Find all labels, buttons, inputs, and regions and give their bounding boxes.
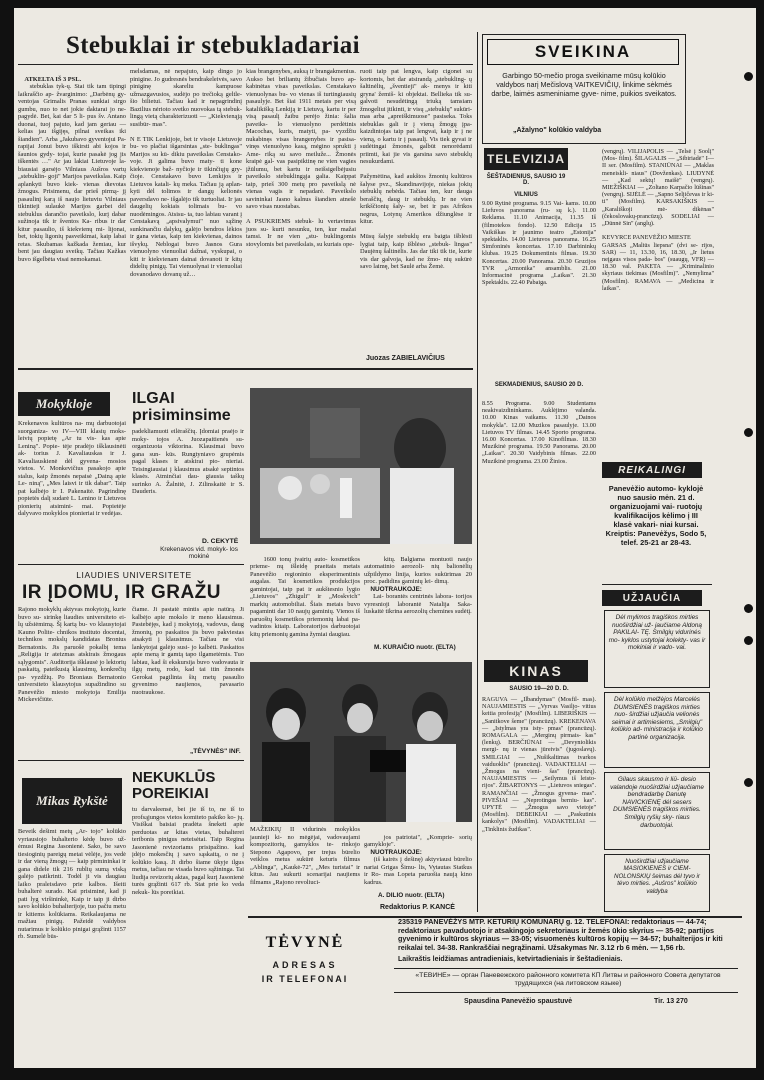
footer-mid-rule [394,968,738,969]
reikalingi-rule [602,584,712,585]
article-column-2: melsdamas, nė nepajuto, kaip dingo jo pinigine. Jo gudresnės bendrakeleivės, savo piniginę skareliu kampuose užmazgavusios, sudėjo po trečioką geltle‑ šio bilietui. Tačiau kad ir nepagrindinį Bazilius nėrioto svetko nuovokas tą stebuk‑ lingą vietą charakterizuoti — „Kiekvienąją susibūr‑ mas". N E TIK Lenkijoje, bet ir visoje Lietuvoje bu‑ vo plačiai išgarsintas „ste‑ buklingas" Marijos su kū‑ dikiu paveikslas Censtako‑ voje. Ji galima buvo maty‑ ti kone kiekvienoje baž‑ nyčioje ir tikinčiųjų gry‑ čioje. Censtakavo buvo Lenkijos ir Lietuvos katali‑ kų meka. Tačiau ją aplan‑ kyti dėl tolimos ir dangų kelionės paversdavo ne‑ išgalėjo tik turtuoliai. Ir jau daugelių kokiais tolimais bu‑ vo nuodėmingos. Atsisu‑ ta, tuo labiau varant į Censtakavą „apsivalymui" nuo sąžinę sunkinančiu dalykų, galėjo bendros lėkios ir gana vietas, kaip ten kiekvienas, dainos išvykų. Neblogai buvo Jasnos Gura vienuolyno vienuoliai dažnai, vyskupai, o kiti ir kiekvienam dainai dovanoti ir kitų didelių pinigų. Tai vienuolynai ir vienuoliai dovanodavo dovanų už… [130,68,242,278]
title-divider [18,64,473,65]
article-text-1: stebuklas tyk‑ų. Stai tik tam tipingi laikraščio ap‑ žvarginimo: „Darbėnų gy‑ ventojas Grimalis Pranas sunkiai sirgo gumbu, nuo to net jokie daktarai jo ne‑ pagydė. Bet, kai dar 5 li‑ pus šv. Antano duonai, tuoj pajuto, kad jam geriau — kelias jau išgijęs, pilnai sveikas iki šiandien". Arba „Jakubavo gyventojui Pa‑ rapijai Jonui buvo iškirsti abi kojos ir šaunios gydy‑ tojai, kurie pasakė jog jis iškentės …" Ar jau lakiai Lietuvoje la‑ biausiai garsėjo Vilniaus Aušros vartų „stebuklin‑ goji" Marijos paveikslas. Kaip aplankyti buvo kiek‑ vienas dievotas žmogus. Prisimenu, dar prieš pirmą‑ jį pasaulinį karą iš naujo lietuviu Vilniaus tikintieji sulaukė Marijos garbei dėl stebuklus darančio paveikslo, kurį dabar sužinoja tik ir šventos Ka‑ ribus ir dar kitur pasaulio, iš kiekvienų mi‑ lijonai, bet, tokių ligonių pasveikimai, kaip labai retas. Skubamas kažkada žemiau, kur bent jau daugiau sveikų. Tačiau Kažkas buvo išgelbėta visai nemokamai. [18,83,128,263]
liaudies-title: IR ĮDOMU, IR GRAŽU [22,582,221,603]
reikalingi-logo: REIKALINGI [602,462,702,478]
nekuklus-title: NEKUKLŪS POREIKIAI [132,769,216,802]
photo1-caption [250,548,360,658]
uzjaucia-text-2: Dėl kolūkio melžėjos Marcelės DUMSIENĖS tragiškos mirties nuo‑ širdžiai užjaučia velionės seimai ir artimiesiems, „Smilgių" kolūkio ad‑ ministracija ir kolūkio partinė organizacija. [611,696,703,741]
ilgai-byline: Krekenavos vid. mokyk‑ los mokinė [160,546,238,560]
footer-address-2: Laikraštis leidžiamas antradieniais, ketvirtadieniais ir šeštadieniais. [398,956,623,963]
ilgai-title: ILGAI prisiminsime [132,390,231,424]
photo1-author: M. KURAIČIO nuotr. (ELTA) [374,644,456,651]
photo1-caption-text-2: kitų. Balgiama montuoti naujo automatinio aerozoli‑ nių balionėlių užpildymo linija, kurios sukūrimas 20 proc. padidins gaminių lei‑ dimą. [364,555,474,585]
photo-laboratory [250,388,472,544]
right-column-divider [477,32,478,912]
mikas-rykste-logo: Mikas Rykštė [22,778,122,824]
punch-hole-2 [744,428,753,437]
article-continuation-label: ATKELTA IŠ 3 PSL. [24,75,82,83]
uzjaucia-text-4: Nuoširdžiai užjaučiame MASIOKIENES ir CIEM‑ NOLONSKIŲ šeimas dėl tyvo ir tėvo mirties. „Aušros" kolūkio valdyba [614,858,700,895]
uzjaucia-box-4 [604,854,710,912]
mid-left-rule [18,564,244,565]
photo1-caption-cont [364,548,472,658]
tv-program-sunday: 8.55 Programa. 9.00 Studentams neakivaizdininkams. Auklėjimo valanda. 10.00 Kinas vaikams. 11.30 „Dainos mokykla". 12.00 Muzikos pasaulyje. 13.00 Lietuvos TV filmas. 14.45 Sporto programa. 16.00 Koncertas. 17.00 Kinofilmas. 18.30 Muzikinė programa. 19.50 Panorama. 20.00 „Laikas". 20.30 Vaidybinis filmas. 22.00 Muzikinė programa. 23.00 Žinios. [482,400,598,465]
article-bottom-rule [18,368,473,370]
mokykloje-text: Krekenavos kultūros na‑ mų darbuotojai suorganiza‑ vo IV—VIII klasių moks‑ leivių popietę „Ar tu vis‑ kas apie Leniną". Popie‑ tėje pradėjo išklausinėti ak‑ torius J. Kavaliauskas ir J. Kavaliauskienė dėl gyvena‑ mosios vietos. V. Monkevičius pasakojo apie stalus, kaip žmonės nepaisė „Dainą apie Le‑ niną", „Mes laisvi ir tik dabar". Taip pat kalbėjo ir I. Pakenaitė. Pagrindinę popietės dalį sudarė L. Lenino ir Lietuvos pionierių atsimini‑ mai. Popietėje dalyvavo mokyklos pionieriai ir vedėjas. [18,420,128,517]
photo1-credit: Lai‑ borantės centrinės labora‑ torijos vyresnioji laborantė Natalija Saka‑ luskaitė tikrina aerozolių chemines sudėtį. [364,593,474,615]
footer-address: 235319 PANEVĖŽYS MTP. KETURIŲ KOMUNARŲ g. 12. TELEFONAI: redaktoriaus — 44‑74; redaktoriaus pavaduotojo ir atsakingojo sekretoriaus ir žemės ūkio skyrius — 35‑92; partijos gyvenimo ir kultūros skyriaus — 33‑05; visuomenės kultūros kopijų — 34‑57; buhalterijos ir kiti reikalai tel. 34‑38. Rankraščiai negrąžinami. Užsakymas Nr. 3.12 rb 6 mėn. — 1,56 rb. [398,917,723,952]
photo1-caption-text: 1600 tonų įvairių auto‑ kosmetikos prieme‑ nų išleidę praeitais metais Panevėžio regioninio eksperimentinis augalas. Tai kosmetikos produkcijos gamintojai, taip pat ir aukštesnio lygio „Lietuvos" „Zhiguli" ir „Moskvich" markių automobiliai. Šiais metais buvo pagaminti dar 10 naujų gaminių. Vienos iš paruoštų kosmetikos priemonių labai pa‑ vadintos kitaip. Laboratorijos darbuotojai kitų priemonių gamina žymiai daugiau. [250,555,362,638]
page-title: Stebuklai ir stebukladariai [66,32,360,59]
ilgai-text: padekliamuoti eilėraščių. Įdomiai praėjo ir moky‑ tojos A. Juozapaitienės su‑ organizuota viktorina. Klausimai buvo gana sun‑ kūs. Rungtyniavo grupėmis pagal klases ir atskirai pio‑ nieriai. Teisingiausiai į klausimus atsakė septintos klasės. Atminčiai dau‑ giausia taškų surinko A. Žalnitė, J. Zilinskaitė ir S. Dauderis. [132,428,246,495]
ilgai-author: D. CEKYTĖ [202,538,239,545]
photo-film-club [250,662,472,822]
tevyne-logo: TĖVYNĖ [260,932,350,954]
liaudies-kicker: LIAUDIES UNIVERSITETE [76,570,192,580]
tv-day2: SEKMADIENIUS, SAUSIO 20 D. [494,382,584,388]
tv-right-listing: (vengrų). VILIJAPOLIS — „Telsė į Soolį" (Mos‑ film). ŠILAGALIS — „Sibiriadė" I—II ser. (Mosfilm). STANIŪNAI — „Maklas meneiskli‑ niaus" (Dovženkas). LIUDYNĖ — „Kad sektų! maišė" (vengrų). MIEŽIŠKIAI — „Zoltano Karpačio lūšinas" (vengrų). SIJĖLĖ — „Sapno Seljičevas ir ki‑ ti" (Mosfilm). KARSAKIŠKIS — „Karališkoji mė‑ dikėnas" (čekoslovakų‑prancūzų). SODELIAI — „Dūnnė Sin" (anglų). KEVYRCE PANEVĖŽIO MIESTE GARSAS „Maliūs liepsna" (dvi se‑ rijos, SAR) — 11, 13.30, 16, 18.30, „Ir lietus neįgaus visos pada‑ bos" (suaugų, VFR) — 18.30 val. PAKETA — „Kriminalinio skyriaus tiekimas (Mosfilm)". „Nemylima" (Mosfilm). RAMAVA — „Medicina ir laikas". [602,148,714,292]
photo1-credit-title: NUOTRAUKOJE: [370,585,422,593]
photo2-credit: (iš kairės į dešinę) aktyviausi būrelio nariai Grigas Šimu‑ lis, Vytautas Statkus ir Ro‑ mas Lopeta paruošia naują kino kadrus. [364,856,474,886]
sveikina-signature: „Ažalyno" kolūkio valdyba [513,127,602,134]
photo2-caption-text-2: jos patriotai", „Komprie‑ sorių gamykloje". [364,833,474,848]
footer-printer: Spausdina Panevėžio spaustuvė [464,998,573,1005]
photo-laboratory-scene [250,388,472,544]
article-column-3: kias brangenybes, auksą ir brangakmenius. Aukso bei briliantų žibučiais buvo ap‑ kabinėtas visas paveikslas. Censtakavo vienuolynas bu‑ vo vienas iš turtingiausių pasaulyje. Bet šiai 1911 metais per visą katalikišką Lenkiją ir Lietuvą, kartu ir per visą pasaulį žaibu perėjo žinia: šalia paveiks‑ lo vienuolyno perdėtinis Macochas, kuris, matyti, pa‑ vyzdžiu nukabinęs visas brangenybes ir pasisa‑ vinęs vienuolyno kasą, mėgino sprukti į Ame‑ riką su savo meiluže... Žmonės kraipė gal‑ vas pasipiktinę ne vien vagies įžūlumu, bet kartu ir neišsigelbėjusiu paveikslo stebuklingąja galia. Kaippat taip, prieš 300 metų pro paveikslą nė vienas vagis ir nepadarė. Paveikslo savininkai Jasno kalnus šiandien atnešė savo visas nuostabas. A PSUKRIEMS stebuk‑ lu vertavimus juos su‑ kurti nesunku, ten, kur mažai tamsi. Ir ne vien „stu‑ buklingomis stovylomis bei paveikslais, su kuriais ope‑ [246,68,356,248]
mikas-text: Beveik dešimt metų „Ar‑ tojo" kolūkio vyriausiojo buhalterio kėdę buvo už‑ ėmusi Regina Jasonienė. Sako, be savo tiesioginių pareigų metai vėlėje, jos vedė ir dar vieną žmogų — kaip pirmininkai ir gana didele tik 216 rublių sumą viską galėjo patikrinti. Todėl ji vis daugiau laiko praleisdavo prie kalbos. Išeiti buhalterė surado. Kai prisiminė, kad ji pati lyg viršininkė, Kaip ir taip ji dirbo savo kolūkio buhalterijoje, tuo pačiu metu ir kitiems kolūkiams. Reikalaujama ne mažiau pinigų. Pažeidė valdybos nutarimus ir kolūkio pinigai grąžinti 1157 rb. Sumelė būs‑ [18,828,128,940]
mokykloje-logo: Mokykloje [18,392,110,416]
sveikina-text: Garbingo 50-mečio proga sveikiname mūsų kolūkio valdybos narį Mečislovą VAITKEVIČIŲ, linkime sėkmės darbe, laimės asmeniniame gyve‑ nime, puikios sveikatos. [491,71,677,98]
footer-bottom-rule [394,992,738,993]
photo2-caption: MAŽEIKIŲ II vidurinės mokyklos jaunieji ki‑ no mėgėjai, vadovaujami kompozitorių, gamyklos te‑ rinkojo Stepono Agapovo, per trejus būrelio veiklos metus sukūrė keturis filmus „Ablinga", „Kaukė‑72", „Mes turistai" ir kitus. Jau sukurti scenarijai naujiems filmams „Rajono revoliuci‑ [250,826,362,886]
sveikina-box [482,34,686,144]
uzjaucia-box-3 [604,772,710,850]
uzjaucia-box-2 [604,692,710,768]
liaudies-bottom-rule [18,760,244,761]
photo-film-club-scene [250,662,472,822]
liaudies-author: „TĖVYNĖS" INF. [190,748,241,755]
footer-sub1: ADRESAS [272,960,338,970]
photo2-credit-title: NUOTRAUKOJE: [370,848,422,856]
footer-russian: «ТЕВИНЕ» — орган Паневежского районного комитета КП Литвы и районного Совета депутатов трудящихся (на литовском языке) [415,972,721,987]
article-author: Juozas ZABIELAVIČIUS [366,355,445,362]
kinas-day: SAUSIO 19—20 D. D. [509,686,569,692]
uzjaucia-logo: UŽJAUČIA [602,590,702,606]
televizija-logo: TELEVIZIJA [484,148,568,170]
liaudies-text-1: Rajono mokyklų aktyvas mokytojų, kurie buvo su‑ sirinkę liaudies universiteto ei‑ lų užsiėmimą. Šį kartą bu‑ vo klausytojai Kauno Polite‑ chnikos instituto docentai, technikos mokslų kandidatas Bronius Bernatonis. Jis paruošė pokalbį tema „Religija ir ateizmas atskirais žmogaus sąlygomis". Auditorija išklausė jo lektorių paskaitą, pateikusią klausimų, konkrečių pa‑ vyzdžių. Po Broniaus Bernatonio universiteto klausytojus supažindino su Panevėžio miesto mokytoja Emilija Mickevičiūte. [18,606,128,703]
tv-day1: ŠEŠTADIENIUS, SAUSIO 19 D. [486,174,566,186]
liaudies-text-2: čiame. Ji pastatė mintis apie natūrą. Ji kalbėjo apie mokslo ir meno klausimus. Pastebėjęs, kad į mokytoją, vadovus, daug žmonių, po paskaitos jis buvo pakviestas atsakyti į klausimus. Tačiau ne visi lankytojai galėjo susi‑ jo kalbėti. Paskaitos apie meną ir gamtą tapo ilgametėmis. Tuo labiau, kad ši ekskursija buvo vadovauta ir ilgų metų, rodo, kad tai itin žmonės Gerokai pagilinta šių metų pasaulio gyvenimo naujienos, pavasario nuotraukose. [132,606,246,696]
punch-hole-1 [744,72,753,81]
uzjaucia-box-1 [604,610,710,688]
punch-hole-5 [744,778,753,787]
punch-hole-3 [744,604,753,613]
nekuklus-text: tu darvaleensė, bei jie iš to, ne iš to profsąjungos vietos komiteto pakiko ko‑ jų. Visiškai baisiai pradėta šneketi apie perduotas ar kitas vietas, buhalterei teribonis pinigus neteisėtai. Taip Regina Jasonienė revizoriams prisipažino. kad įdėjo mokesčių į savo sąskaitą, o ne į kolūkio kasą. Ji dirbo šiame ūkyje ilgus metus, tačiau ne visada buvo sąžininga. Tai liudija revizorių aktas, pagal kurį Jasonienė turės grąžinti 617 rb. Stat prie ko veda nekuk‑ lūs poreikiai. [132,806,246,896]
photo2-author: A. DILIO nuotr. (ELTA) [378,892,445,899]
kinas-listing: RAGUVA — „Ilbandymas" (Mosfil‑ mas). NAUJAMIESTIS — „Vyrvas Vasiljo‑ vitius keitia profesiją" (Mosfilm). LIBERIŠKIS — „Sanitkove šeme" (prancūzų). KREKENAVA — „Istylmas yra isty‑ pmas" (prancūzų). ROMAGALA — „Merginų pirmais‑ kas" (lenkų). BERČIŪNAI — „Devyniolikis mergi‑ nų ir vienas jūreivis" (jugoslavų). SMILGIAI — „Nušikaltimas tvarkos vaiduoklis" (prancūzų). VADAKTELIAI — „Žmogus na vieni‑ šas" (prancūzų). NAUJAMIESTIS — „Seilymus iš leisto‑ rijos". ŽIBARTONYS — „Lietuvos sniegas". RAMANČIAI — „Žmogus gyvena‑ mas". PIVEŠIAI — „Neprotingas berniu‑ kas". UPYTĖ — „Žmogus savo vietoje" (Mosfilm). DEBEIKIAI — „Paskutinis kankolys" (Mosfilm). VADAKTELIAI — „Tinklinis žudikas". [482,696,598,833]
newspaper-page [14,8,756,1068]
uzjaucia-text-1: Dėl mylimos tragiškos mirties nuoširdžiai už‑ jaučiame Aldoną PAKILAI‑ TĘ. Smilgių vidurinės mo‑ kyklos ustytojai kolekty‑ vas ir mokiniai ir vado‑ vai. [608,614,706,652]
punch-hole-4 [744,636,753,645]
tv-city: VILNIUS [514,192,538,198]
article-column-1 [18,68,126,364]
kinas-logo: KINAS [484,660,588,682]
footer-circulation: Tir. 13 270 [654,998,688,1005]
sveikina-logo: SVEIKINA [487,39,679,65]
uzjaucia-text-3: Gilaus skausmo ir liū‑ desio valandoje nuoširdžiai užjaučiame bendradarbę Danutę NAVICKIENĘ dėl sesers DUMSIENĖS tragiškos mirties. Smilgių ryšių sky‑ riaus darbuotojai. [610,776,704,829]
article-column-4: ruoti taip pat lengva, kaip cigonei su kortomis, bet dar atsirandą „stebukling‑ ų šaltinėlių, „šventieji" ak‑ menys ir kiti gryna' žemiš‑ ki objektai. Bellieka tik su‑ galvoti nesudėtingą triuką tamsiam žmogeliui įtikinti, ir visų „stebuklų" sukūri‑ mas arba „apreiškimuose" pasiseka. Toks stebuklas gali ir į vieną žmogų įpa‑ kaizdintojas taip pat lengvai, kaip ir į ne vieną, o kartu ir į pasaulį. Vis tiek gyvai ir sudėtingai žmonės, galbūt nenorėdami priimti, kai jie vis garsina savo stebuklų nesukurdami. Pažymėtina, kad aukštos žmonių kultūros šalyse pvz., Skandinavijoje, niekas jokių stebuklų nebėda. Tačiau ten, kur dauga beraščių, daug ir stebuklų. Ir ne vien krikščionių šaly‑ se, bet ir pas Afrikos negrus, Lotynų Amerikos džiunglėse ir kitur. Mūsų šalyje stebuklų era baigta išblėsti lygiai taip, kaip išblėso „stebuk‑ lingas" Daujėnų šaltinėlis. Jas dar tiki tik tie, kurie vis dar galvoja, kad ne žmo‑ nių sukūrė savo laimę, bet Saulė arba Žemė. [360,68,472,270]
editor-line: Redaktorius P. KANCĖ [380,904,455,911]
tv-program-saturday: 9.00 Rytinė programa. 9.15 Vai‑ kams. 10.00 Liefuvos panorama (ru‑ sų k.). 11.00 Reklama. 11.10 Animacija, 11.35 Iš (filmotekos fondo). 12.50 Edicija 15 Vaikiškas ir jaunimo teatro „Estonija" spektaklis. 14.00 Lietuvos panorama. 16.25 Simfoninės koncertas. 17.10 Darbininkų klubas. 19.25 Dokumentinis filmas. 19.30 Koncertas. 20.00 Panorama. 20.30 Gruzijos TVR „Armonika" ansamblis. 21.00 Informacinė programa „Laikas". 21.30 Spektaklis. 22.40 Pabaiga. [482,200,598,287]
footer-sub2: IR TELEFONAI [261,974,349,984]
reikalingi-text: Panevėžio automo‑ kyklojė nuo sausio mėn. 21 d. organizuojami vai‑ ruotojų kvalifikacijos kėlimo į III klasė vakari‑ niai kursai. Kreiptis: Panevėžys, Sodo 5, telef. 25‑21 ar 28‑43. [605,484,707,547]
